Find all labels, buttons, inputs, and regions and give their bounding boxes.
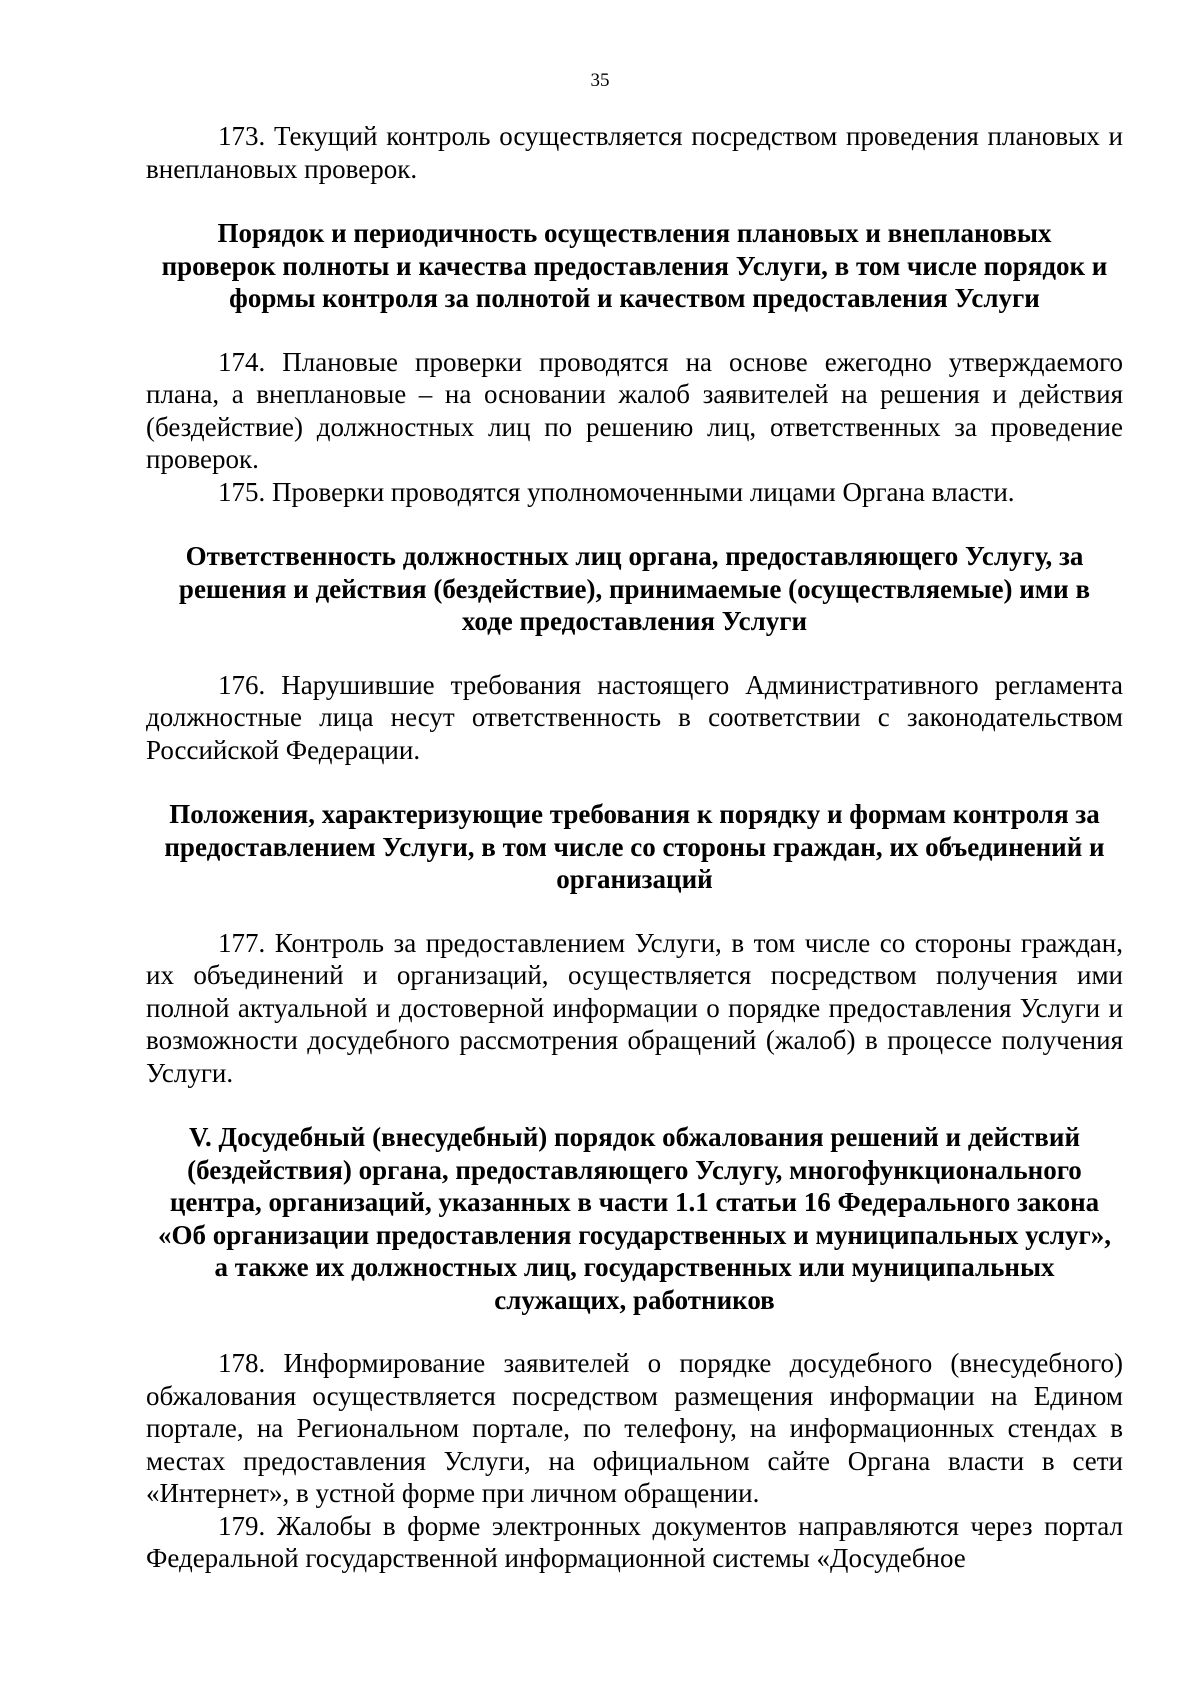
paragraph-176: 176. Нарушившие требования настоящего Административного регламента должностные лица несут ответственность в соответствии с законодательством Российской Федерации. [146, 669, 1123, 765]
document-body [146, 120, 1123, 1575]
chapter-heading-appeal-procedure: V. Досудебный (внесудебный) порядок обжалования решений и действий (бездействия) органа, предоставляющего Услугу, многофункционального центра, организаций, указанных в части 1.1 статьи 16 Федерального закона «Об организации предоставления государственных и муниципальных услуг», а также их должностных лиц, государственных или муниципальных служащих, работников [158, 1122, 1111, 1315]
section-heading-control-provisions: Положения, характеризующие требования к порядку и формам контроля за предоставлением Услуги, в том числе со стороны граждан, их объединений и организаций [164, 799, 1105, 894]
paragraph-179: 179. Жалобы в форме электронных документов направляются через портал Федеральной государственной информационной системы «Досудебное [146, 1510, 1123, 1573]
paragraph-173: 173. Текущий контроль осуществляется посредством проведения плановых и внеплановых проверок. [146, 121, 1123, 184]
paragraph-177: 177. Контроль за предоставлением Услуги, в том числе со стороны граждан, их объединений и организаций, осуществляется посредством получения ими полной актуальной и достоверной информации о порядке предоставления Услуги и возможности досудебного рассмотрения обращений (жалоб) в процессе получения Услуги. [146, 927, 1123, 1088]
paragraph-178: 178. Информирование заявителей о порядке досудебного (внесудебного) обжалования осуществляется посредством размещения информации на Едином портале, на Региональном портале, по телефону, на информационных стендах в местах предоставления Услуги, на официальном сайте Органа власти в сети «Интернет», в устной форме при личном обращении. [146, 1348, 1123, 1508]
section-heading-responsibility: Ответственность должностных лиц органа, предоставляющего Услугу, за решения и действия (бездействие), принимаемые (осуществляемые) ими в ходе предоставления Услуги [178, 541, 1091, 636]
section-heading-inspections: Порядок и периодичность осуществления плановых и внеплановых проверок полноты и качества предоставления Услуги, в том числе порядок и формы контроля за полнотой и качеством предоставления Услуги [161, 218, 1108, 313]
page-number: 35 [590, 70, 610, 91]
paragraph-175: 175. Проверки проводятся уполномоченными лицами Органа власти. [218, 476, 1015, 507]
paragraph-174: 174. Плановые проверки проводятся на основе ежегодно утверждаемого плана, а внеплановые – на основании жалоб заявителей на решения и действия (бездействие) должностных лиц по решению лиц, ответственных за проведение проверок. [146, 346, 1123, 474]
